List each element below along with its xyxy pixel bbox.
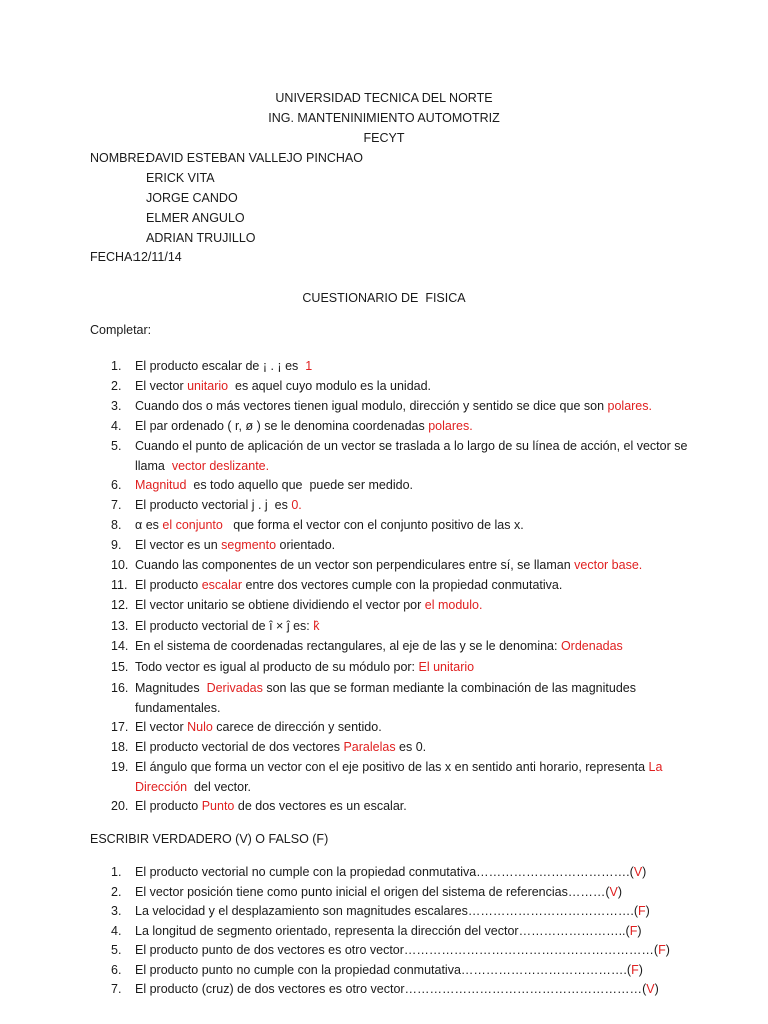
item-number: 1. — [111, 359, 122, 373]
item-number: 5. — [111, 439, 122, 453]
item-number: 8. — [111, 518, 122, 532]
answer-mark: (F) — [653, 943, 670, 957]
completar-item — [90, 495, 690, 515]
answer-mark: (V) — [629, 865, 647, 879]
completar-item — [90, 396, 690, 416]
answer-text: escalar — [201, 578, 243, 592]
student-name: ADRIAN TRUJILLO — [146, 231, 256, 245]
item-number: 5. — [111, 943, 122, 957]
question-text: es 0. — [395, 740, 427, 754]
vf-item — [90, 863, 690, 883]
item-number: 1. — [111, 865, 122, 879]
completar-item — [90, 356, 690, 376]
university-name: UNIVERSIDAD TECNICA DEL NORTE — [275, 91, 493, 105]
completar-item — [90, 678, 690, 717]
question-text: El vector — [135, 720, 188, 734]
statement-text: El producto punto no cumple con la propiedad conmutativa…………………………………. — [135, 962, 627, 977]
answer-text: unitario — [187, 379, 229, 393]
student-name: ERICK VITA — [146, 171, 215, 185]
question-text: El ángulo que forma un vector con el eje positivo de las x en sentido anti horario, representa — [135, 760, 649, 774]
answer-text: Derivadas — [206, 681, 263, 695]
answer-mark: (F) — [633, 904, 650, 918]
answer-text: Magnitud — [135, 478, 187, 492]
item-number: 3. — [111, 399, 122, 413]
career-name: ING. MANTENINIMIENTO AUTOMOTRIZ — [268, 111, 500, 125]
vf-item — [90, 883, 690, 903]
questionnaire-title: CUESTIONARIO DE FISICA — [302, 291, 466, 305]
answer-text: polares. — [428, 419, 473, 433]
item-number: 18. — [111, 740, 129, 754]
student-name: JORGE CANDO — [146, 191, 238, 205]
completar-item — [90, 616, 690, 636]
statement-text: El vector posición tiene como punto inicial el origen del sistema de referencias……… — [135, 884, 606, 899]
item-number: 11. — [111, 578, 128, 592]
completar-item — [90, 416, 690, 436]
answer-text: polares. — [607, 399, 652, 413]
item-number: 2. — [111, 884, 122, 899]
date-value: 12/11/14 — [134, 250, 182, 264]
question-text: El producto — [135, 578, 202, 592]
question-text: El vector — [135, 379, 188, 393]
vf-list — [90, 863, 690, 1000]
vf-heading: ESCRIBIR VERDADERO (V) O FALSO (F) — [90, 832, 329, 846]
question-text: El producto vectorial de î × ĵ es: — [135, 619, 314, 633]
completar-item — [90, 535, 690, 555]
completar-item — [90, 737, 690, 757]
question-text: orientado. — [276, 538, 336, 552]
answer-text: Nulo — [187, 720, 213, 734]
item-number: 17. — [111, 720, 129, 734]
question-text: del vector. — [187, 780, 252, 794]
question-text: es aquel cuyo modulo es la unidad. — [228, 379, 432, 393]
item-number: 7. — [111, 498, 122, 512]
answer-text: vector deslizante. — [171, 459, 270, 473]
completar-item — [90, 515, 690, 535]
question-text: El producto — [135, 799, 202, 813]
item-number: 3. — [111, 904, 122, 918]
answer-text: 0. — [291, 498, 302, 512]
question-text: que forma el vector con el conjunto positivo de las x. — [222, 518, 524, 532]
completar-item — [90, 376, 690, 396]
statement-text: El producto vectorial no cumple con la propiedad conmutativa………………………………. — [135, 865, 630, 879]
answer-text: La Dirección — [135, 760, 666, 794]
vf-item — [90, 961, 690, 981]
question-text: carece de dirección y sentido. — [212, 720, 382, 734]
question-text: es todo aquello que puede ser medido. — [186, 478, 413, 492]
vf-item — [90, 941, 690, 961]
item-number: 19. — [111, 760, 129, 774]
item-number: 7. — [111, 982, 122, 996]
question-text: En el sistema de coordenadas rectangulares, al eje de las y se le denomina: — [135, 639, 561, 653]
completar-item — [90, 575, 690, 595]
question-text: Cuando el punto de aplicación de un vector se traslada a lo largo de su línea de acción, el vector se llama — [135, 439, 691, 473]
item-number: 16. — [111, 681, 129, 695]
student-name: ELMER ANGULO — [146, 211, 245, 225]
answer-text: el modulo. — [424, 598, 483, 612]
date-label: FECHA: — [90, 250, 136, 264]
item-number: 12. — [111, 598, 129, 612]
item-number: 15. — [111, 660, 129, 674]
names-label: NOMBRE: — [90, 151, 149, 165]
item-number: 9. — [111, 538, 122, 552]
question-text: El producto vectorial de dos vectores — [135, 740, 344, 754]
completar-item — [90, 657, 690, 678]
answer-mark: (F) — [626, 962, 643, 977]
question-text: El vector es un — [135, 538, 222, 552]
answer-text: el conjunto — [162, 518, 223, 532]
answer-text: vector base. — [574, 558, 643, 572]
answer-text: El unitario — [418, 660, 475, 674]
item-number: 10. — [111, 558, 129, 572]
answer-mark: (V) — [605, 884, 623, 899]
completar-item — [90, 757, 690, 796]
item-number: 13. — [111, 619, 129, 633]
question-text: de dos vectores es un escalar. — [234, 799, 407, 813]
question-text: son las que se forman mediante la combinación de las magnitudes fundamentales. — [135, 681, 640, 715]
answer-text: segmento — [221, 538, 277, 552]
answer-mark: (F) — [625, 923, 642, 938]
statement-text: El producto (cruz) de dos vectores es otro vector………………………………………………… — [135, 982, 643, 996]
statement-text: La velocidad y el desplazamiento son magnitudes escalares…………………………………. — [135, 904, 634, 918]
question-text: El producto vectorial j . j es — [135, 498, 292, 512]
item-number: 20. — [111, 799, 129, 813]
completar-heading: Completar: — [90, 323, 152, 337]
question-text: Cuando dos o más vectores tienen igual modulo, dirección y sentido se dice que son — [135, 399, 608, 413]
completar-item — [90, 595, 690, 616]
answer-text: 1 — [305, 359, 313, 373]
completar-item — [90, 436, 690, 475]
question-text: El par ordenado ( r, ø ) se le denomina coordenadas — [135, 419, 429, 433]
answer-text: Punto — [201, 799, 235, 813]
item-number: 2. — [111, 379, 122, 393]
item-number: 4. — [111, 419, 122, 433]
answer-text: Ordenadas — [560, 639, 623, 653]
statement-text: El producto punto de dos vectores es otro vector…………………………………………………… — [135, 943, 654, 957]
vf-item — [90, 902, 690, 922]
answer-text: Paralelas — [343, 740, 396, 754]
item-number: 4. — [111, 923, 122, 938]
completar-item — [90, 555, 690, 575]
item-number: 14. — [111, 639, 129, 653]
vf-item — [90, 922, 690, 942]
question-text: entre dos vectores cumple con la propiedad conmutativa. — [242, 578, 563, 592]
completar-item — [90, 475, 690, 495]
completar-list — [90, 356, 690, 816]
faculty-name: FECYT — [363, 131, 405, 145]
question-text: α es — [135, 518, 163, 532]
question-text: Cuando las componentes de un vector son perpendiculares entre sí, se llaman — [135, 558, 575, 572]
question-text: Magnitudes — [135, 681, 207, 695]
question-text: Todo vector es igual al producto de su módulo por: — [135, 660, 419, 674]
answer-text: k̂ — [313, 619, 320, 633]
completar-item — [90, 796, 690, 816]
question-text: El vector unitario se obtiene dividiendo el vector por — [135, 598, 425, 612]
item-number: 6. — [111, 478, 122, 492]
completar-item — [90, 717, 690, 737]
item-number: 6. — [111, 962, 122, 977]
question-text: El producto escalar de ¡ . ¡ es — [135, 359, 306, 373]
completar-item — [90, 636, 690, 657]
answer-mark: (V) — [642, 982, 659, 996]
student-name: DAVID ESTEBAN VALLEJO PINCHAO — [146, 151, 363, 165]
statement-text: La longitud de segmento orientado, representa la dirección del vector…………………….. — [135, 923, 626, 938]
vf-item — [90, 980, 690, 1000]
